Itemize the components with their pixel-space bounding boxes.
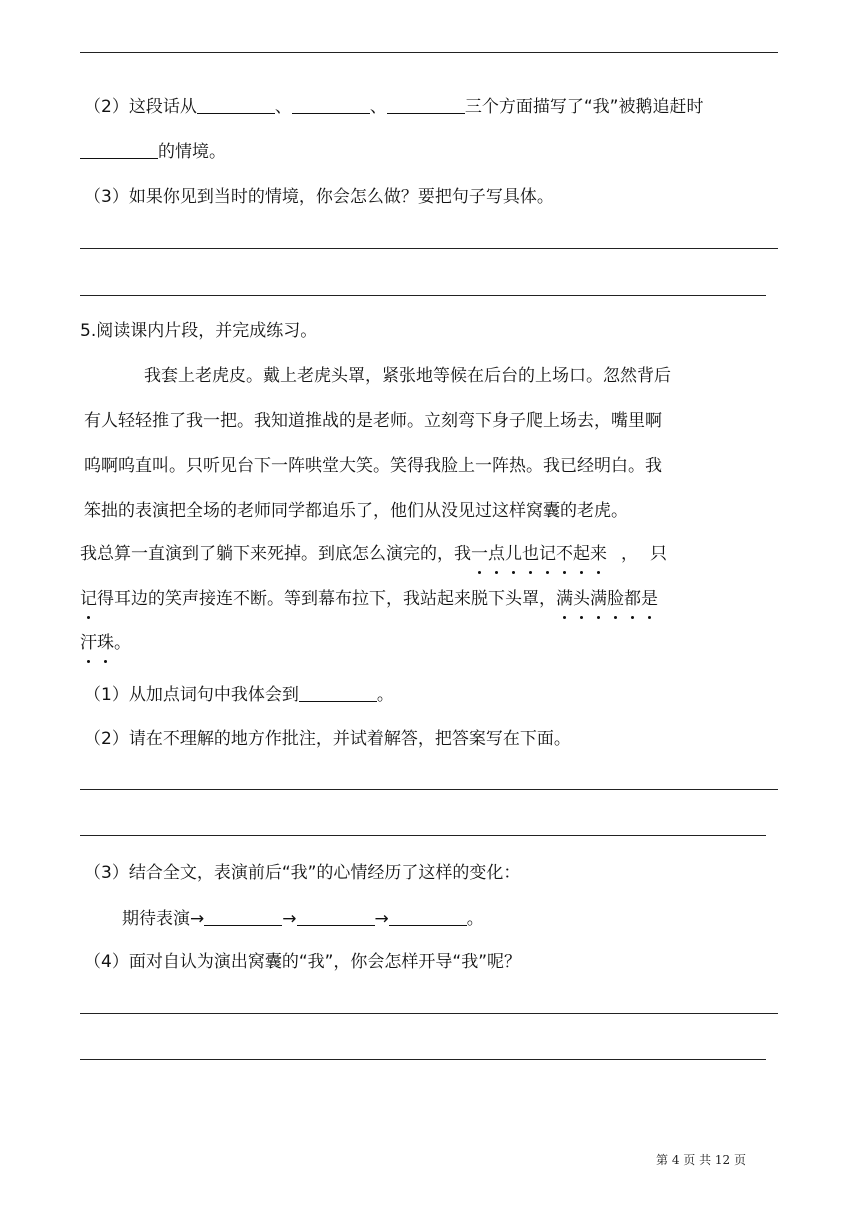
passage-line: 记得耳边的笑声接连不断。等到幕布拉下，我站起来脱下头罩，满头满脸都是 xyxy=(80,589,658,609)
passage-line: 汗珠。 xyxy=(80,633,131,653)
answer-line[interactable] xyxy=(80,295,766,296)
answer-blank[interactable] xyxy=(197,95,275,114)
page-footer: 第 4 页 共 12 页 xyxy=(656,1153,746,1167)
emphasis-dot-char: 记 xyxy=(80,589,97,609)
answer-blank[interactable] xyxy=(299,683,377,702)
q5-title: 5.阅读课内片段，并完成练习。 xyxy=(80,321,318,341)
answer-line[interactable] xyxy=(80,789,778,790)
emphasis-dot-char: 头 xyxy=(573,589,590,609)
dotted-phrase xyxy=(471,544,607,564)
passage-line: 我套上老虎皮。戴上老虎头罩，紧张地等候在后台的上场口。忽然背后 xyxy=(144,366,671,386)
emphasis-dot-char: 脸 xyxy=(607,589,624,609)
emphasis-dot-char: 都 xyxy=(624,589,641,609)
top-rule xyxy=(80,52,778,53)
q4-item3: （3）如果你见到当时的情境，你会怎么做？要把句子写具体。 xyxy=(84,187,554,207)
emphasis-dot-char: 点 xyxy=(488,544,505,564)
emphasis-dot-char: 满 xyxy=(556,589,573,609)
emphasis-dot-char: 来 xyxy=(590,544,607,564)
q4-item2-line2: 的情境。 xyxy=(80,140,226,163)
q5-item3: （3）结合全文，表演前后“我”的心情经历了这样的变化： xyxy=(84,863,521,883)
emphasis-dot-char: 儿 xyxy=(505,544,522,564)
q4-item2-line1: （2）这段话从 、 、 三个方面描写了“我”被鹅追赶时 xyxy=(84,97,704,117)
answer-line[interactable] xyxy=(80,1059,766,1060)
answer-blank[interactable] xyxy=(204,907,282,926)
emphasis-dot-char: 珠 xyxy=(97,633,114,653)
passage-line: 我总算一直演到了躺下来死掉。到底怎么演完的，我一点儿也记不起来 ，只 xyxy=(80,544,679,564)
answer-blank[interactable] xyxy=(292,95,370,114)
emphasis-dot-char: 不 xyxy=(556,544,573,564)
emphasis-dot-char: 满 xyxy=(590,589,607,609)
emphasis-dot-char: 一 xyxy=(471,544,488,564)
emphasis-dot-char: 也 xyxy=(522,544,539,564)
q5-item4: （4）面对自认为演出窝囊的“我”，你会怎样开导“我”呢？ xyxy=(84,952,522,972)
answer-line[interactable] xyxy=(80,835,766,836)
dotted-phrase xyxy=(556,589,658,609)
dotted-phrase xyxy=(80,589,97,609)
q5-item3-chain: 期待表演→ → → 。 xyxy=(122,909,484,929)
passage-line: 笨拙的表演把全场的老师同学都追乐了，他们从没见过这样窝囊的老虎。 xyxy=(84,501,628,521)
emphasis-dot-char: 起 xyxy=(573,544,590,564)
answer-line[interactable] xyxy=(80,1013,778,1014)
emphasis-dot-char: 记 xyxy=(539,544,556,564)
answer-blank[interactable] xyxy=(389,907,467,926)
passage-line: 有人轻轻推了我一把。我知道推战的是老师。立刻弯下身子爬上场去，嘴里啊 xyxy=(84,411,662,431)
emphasis-dot-char: 是 xyxy=(641,589,658,609)
passage-line: 呜啊呜直叫。只听见台下一阵哄堂大笑。笑得我脸上一阵热。我已经明白。我 xyxy=(84,456,662,476)
q5-item1: （1）从加点词句中我体会到 。 xyxy=(84,685,394,705)
emphasis-dot-char: 汗 xyxy=(80,633,97,653)
answer-blank[interactable] xyxy=(387,95,465,114)
dotted-phrase xyxy=(80,633,114,653)
answer-blank[interactable] xyxy=(80,140,158,159)
q5-item2: （2）请在不理解的地方作批注，并试着解答，把答案写在下面。 xyxy=(84,729,571,749)
answer-line[interactable] xyxy=(80,248,778,249)
answer-blank[interactable] xyxy=(297,907,375,926)
